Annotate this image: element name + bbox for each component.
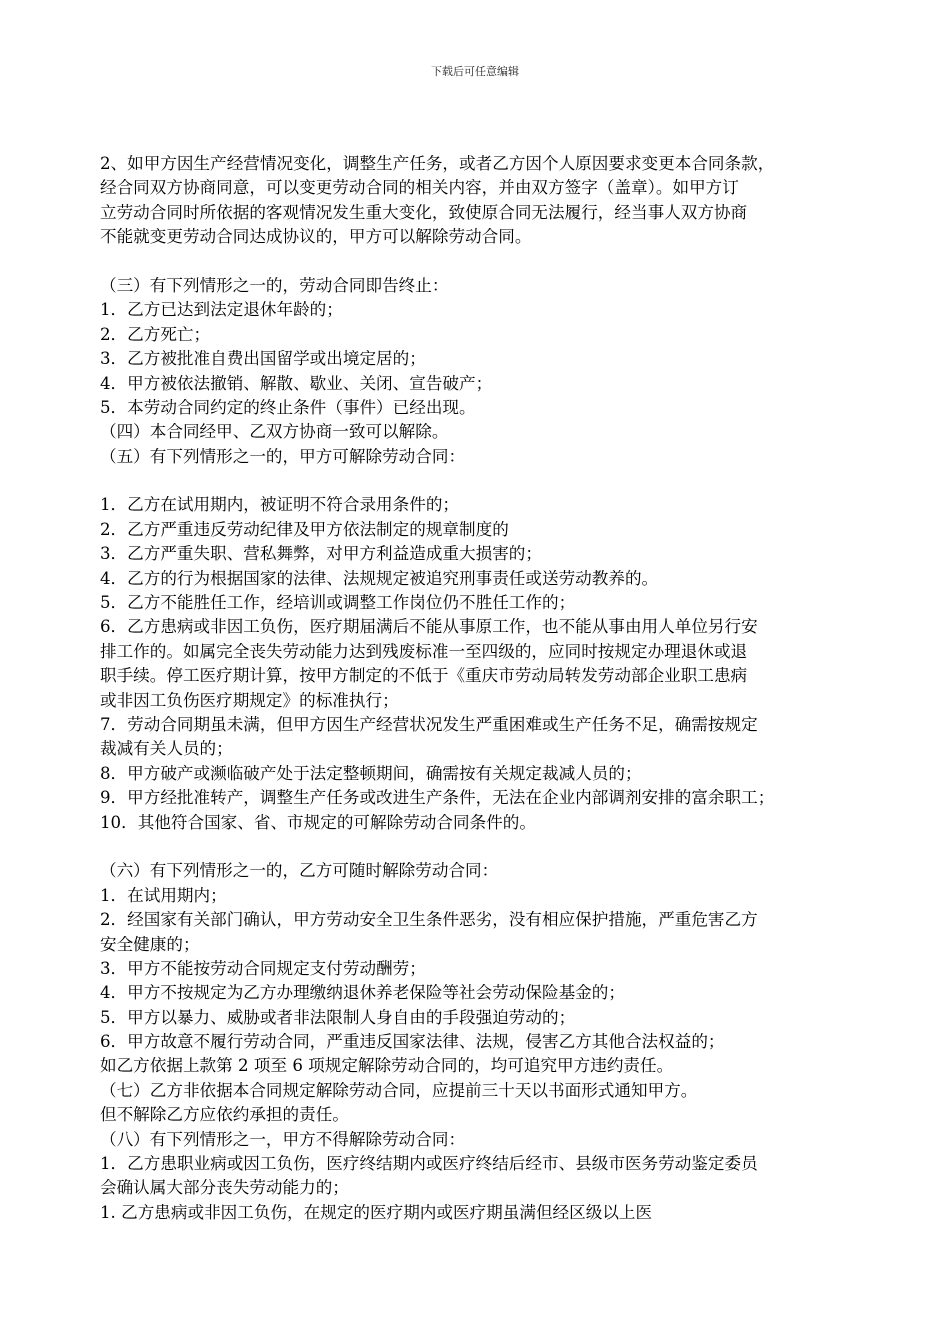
document-line: （八）有下列情形之一，甲方不得解除劳动合同： <box>100 1129 466 1149</box>
document-line: 立劳动合同时所依据的客观情况发生重大变化，致使原合同无法履行，经当事人双方协商 <box>100 202 748 222</box>
document-line: 3．乙方严重失职、营私舞弊，对甲方利益造成重大损害的； <box>100 544 542 564</box>
document-line: 1．乙方已达到法定退休年龄的； <box>100 300 343 320</box>
document-line: 但不解除乙方应依约承担的责任。 <box>100 1105 349 1125</box>
blank-line <box>100 250 870 274</box>
document-line: （四）本合同经甲、乙双方协商一致可以解除。 <box>100 422 449 442</box>
document-line: 如乙方依据上款第 2 项至 6 项规定解除劳动合同的，均可追究甲方违约责任。 <box>100 1056 674 1076</box>
document-line: 2．乙方死亡； <box>100 324 211 344</box>
document-line: 4．甲方被依法撤销、解散、歇业、关闭、宣告破产； <box>100 373 493 393</box>
document-line: 1．乙方患职业病或因工负伤，医疗终结期内或医疗终结后经市、县级市医务劳动鉴定委员 <box>100 1154 758 1174</box>
document-line: 会确认属大部分丧失劳动能力的； <box>100 1178 349 1198</box>
document-line: 4．乙方的行为根据国家的法律、法规规定被追究刑事责任或送劳动教养的。 <box>100 568 659 588</box>
document-line: 1．在试用期内； <box>100 885 227 905</box>
document-line: 6．甲方故意不履行劳动合同，严重违反国家法律、法规，侵害乙方其他合法权益的； <box>100 1032 725 1052</box>
document-line: 1. 乙方患病或非因工负伤，在规定的医疗期内或医疗期虽满但经区级以上医 <box>100 1202 653 1222</box>
document-line: （三）有下列情形之一的，劳动合同即告终止： <box>100 275 449 295</box>
document-line: 2．经国家有关部门确认，甲方劳动安全卫生条件恶劣，没有相应保护措施，严重危害乙方 <box>100 910 758 930</box>
document-line: （五）有下列情形之一的，甲方可解除劳动合同： <box>100 446 466 466</box>
document-line: 1．乙方在试用期内，被证明不符合录用条件的； <box>100 495 460 515</box>
blank-line <box>100 835 870 859</box>
document-line: 6．乙方患病或非因工负伤，医疗期届满后不能从事原工作，也不能从事由用人单位另行安 <box>100 617 758 637</box>
document-line: 3．甲方不能按劳动合同规定支付劳动酬劳； <box>100 958 426 978</box>
page-header: 下载后可任意编辑 <box>431 65 519 78</box>
document-line: 3．乙方被批准自费出国留学或出境定居的； <box>100 349 426 369</box>
document-line: 4．甲方不按规定为乙方办理缴纳退休养老保险等社会劳动保险基金的； <box>100 983 625 1003</box>
document-line: 安全健康的； <box>100 934 200 954</box>
document-line: 5．甲方以暴力、威胁或者非法限制人身自由的手段强迫劳动的； <box>100 1007 576 1027</box>
document-line: 9．甲方经批准转产，调整生产任务或改进生产条件，无法在企业内部调剂安排的富余职工； <box>100 788 775 808</box>
document-line: 不能就变更劳动合同达成协议的，甲方可以解除劳动合同。 <box>100 227 532 247</box>
document-line: 7．劳动合同期虽未满，但甲方因生产经营状况发生严重困难或生产任务不足，确需按规定 <box>100 714 758 734</box>
document-line: 2、如甲方因生产经营情况变化，调整生产任务，或者乙方因个人原因要求变更本合同条款， <box>100 154 775 173</box>
document-line: 或非因工负伤医疗期规定》的标准执行； <box>100 690 399 710</box>
document-line: （七）乙方非依据本合同规定解除劳动合同，应提前三十天以书面形式通知甲方。 <box>100 1080 698 1100</box>
document-line: 5．本劳动合同约定的终止条件（事件）已经出现。 <box>100 397 476 417</box>
document-line: （六）有下列情形之一的，乙方可随时解除劳动合同： <box>100 861 499 881</box>
document-line: 裁减有关人员的； <box>100 739 233 759</box>
document-line: 10．其他符合国家、省、市规定的可解除劳动合同条件的。 <box>100 812 536 832</box>
document-body <box>100 152 870 1225</box>
document-line: 职手续。停工医疗期计算，按甲方制定的不低于《重庆市劳动局转发劳动部企业职工患病 <box>100 666 748 686</box>
document-line: 经合同双方协商同意，可以变更劳动合同的相关内容，并由双方签字（盖章）。如甲方订 <box>100 178 739 198</box>
document-line: 排工作的。如属完全丧失劳动能力达到残废标准一至四级的，应同时按规定办理退休或退 <box>100 641 748 661</box>
document-line: 5．乙方不能胜任工作，经培训或调整工作岗位仍不胜任工作的； <box>100 593 576 613</box>
document-line: 8．甲方破产或濒临破产处于法定整顿期间，确需按有关规定裁减人员的； <box>100 763 642 783</box>
blank-line <box>100 469 870 493</box>
document-line: 2．乙方严重违反劳动纪律及甲方依法制定的规章制度的 <box>100 519 509 539</box>
